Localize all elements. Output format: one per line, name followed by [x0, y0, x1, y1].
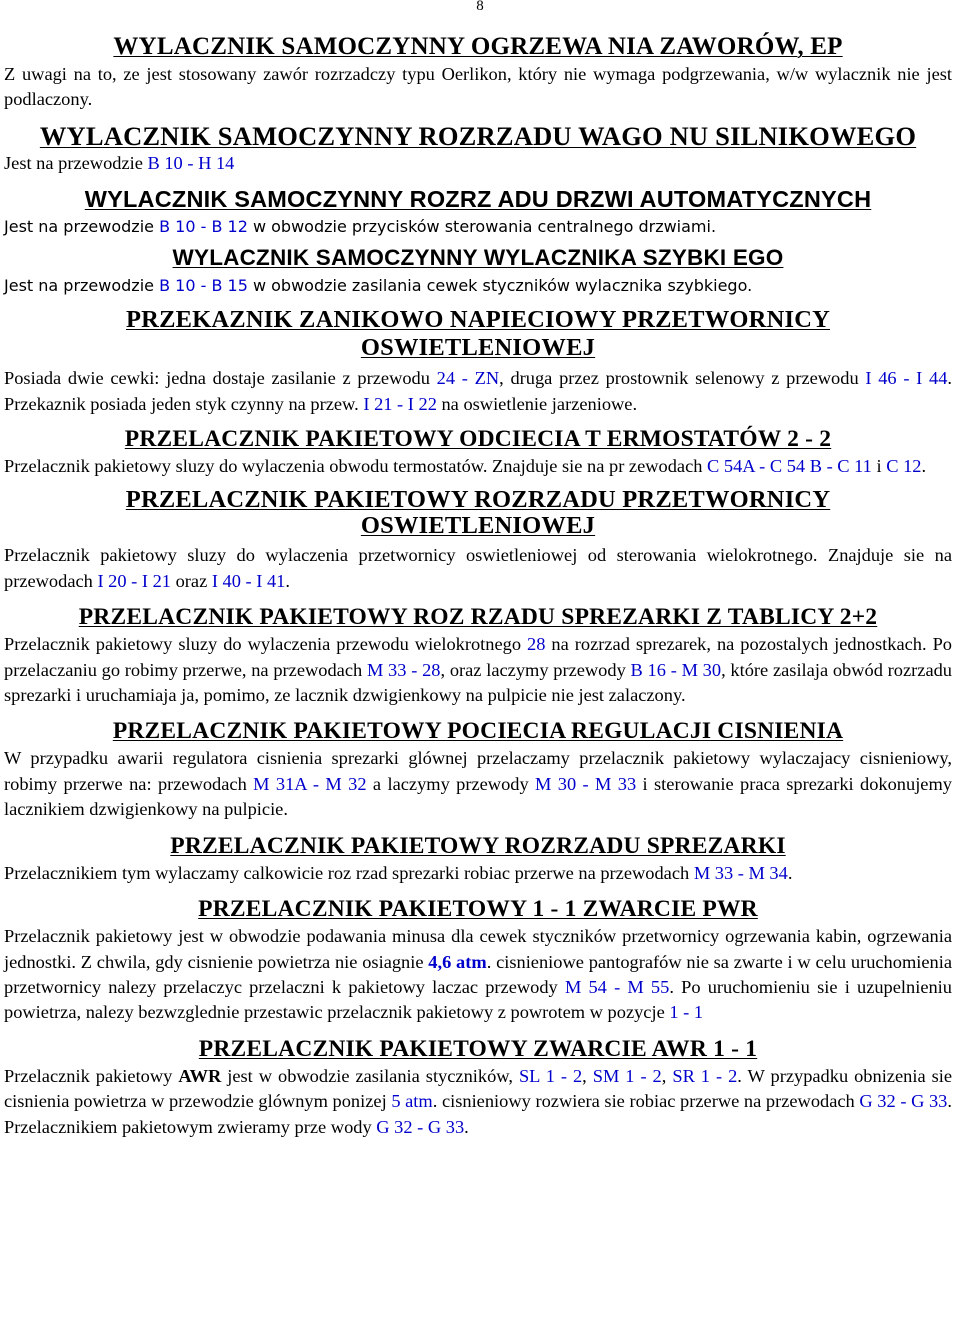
section-heading [4, 487, 952, 539]
wire-ref: G 32 - G 33 [859, 1091, 948, 1112]
section-heading: PRZELACZNIK PAKIETOWY ODCIECIA T ERMOSTATÓW 2 - 2 [124, 426, 832, 453]
wire-ref: 24 - ZN [436, 368, 500, 389]
section-heading: WYLACZNIK SAMOCZYNNY ROZRZADU WAGO NU SILNIKOWEGO [39, 120, 917, 151]
section-heading: PRZELACZNIK PAKIETOWY ROZRZADU SPREZARKI [170, 832, 786, 859]
section-sprezarki-z-tablicy [4, 602, 952, 708]
section-heading: PRZELACZNIK PAKIETOWY 1 - 1 ZWARCIE PWR [198, 896, 758, 923]
wire-ref: B 10 - B 12 [159, 217, 248, 237]
section-text: Przelacznik pakietowy jest w obwodzie podawania minusa dla cewek styczników przetwornicy ogrzewania kabin, ogrzewania jednostki. Z chwila, gdy cisnienie powietrza nie osiagnie 4,6 atm. cisnieniowe pantografów nie sa zwarte i w celu uruchomienia przetwornicy nalezy przelaczyc przelaczni k pakietowy laczac przewody M 54 - M 55. Po uruchomieniu sie i uzupelnieniu powietrza, nalezy bezwzglednie przestawic przelacznik pakietowy z powrotem w pozycje 1 - 1 [4, 926, 952, 1023]
wire-ref: SL 1 - 2 [518, 1065, 583, 1086]
section-text: Przelacznik pakietowy sluzy do wylaczenia przetwornicy oswietleniowej od sterowania wielokrotnego. Znajduje sie na przewodach I 20 - I 21 oraz I 40 - I 41. [4, 545, 952, 591]
wire-ref: I 40 - I 41 [211, 570, 286, 591]
section-rozrzadu-przetwornicy [4, 487, 952, 594]
section-heading: PRZELACZNIK PAKIETOWY ZWARCIE AWR 1 - 1 [198, 1035, 758, 1062]
wire-ref: M 33 - M 34 [693, 862, 788, 883]
heading-line: PRZELACZNIK PAKIETOWY ROZRZADU PRZETWORNICY [125, 486, 831, 514]
wire-ref: C 12 [886, 456, 922, 477]
section-drzwi-automatycznych [4, 184, 952, 239]
section-text: Jest na przewodzie B 10 - H 14 [4, 152, 235, 173]
section-rozrzadu-wagonu [4, 121, 952, 176]
wire-ref: SR 1 - 2 [672, 1065, 738, 1086]
wire-ref: B 10 - B 15 [159, 276, 248, 296]
heading-line: OSWIETLENIOWEJ [360, 512, 596, 540]
switch-name: AWR [178, 1065, 222, 1086]
wire-ref: M 54 - M 55 [564, 976, 670, 997]
section-text: Jest na przewodzie B 10 - B 12 w obwodzie przycisków sterowania centralnego drzwiami. [4, 217, 717, 237]
section-zwarcie-awr [4, 1034, 952, 1140]
wire-ref: I 21 - I 22 [363, 393, 437, 414]
section-heading: WYLACZNIK SAMOCZYNNY ROZRZ ADU DRZWI AUTOMATYCZNYCH [84, 186, 872, 213]
wire-ref: 28 [527, 634, 546, 655]
wire-ref: I 46 - I 44 [865, 368, 948, 389]
wire-ref: M 31A - M 32 [253, 773, 367, 794]
document-page [4, 32, 952, 1140]
section-rozrzadu-sprezarki [4, 831, 952, 886]
section-text: Jest na przewodzie B 10 - B 15 w obwodzie zasilania cewek styczników wylacznika szybkiego. [4, 276, 753, 296]
heading-line: OSWIETLENIOWEJ [360, 334, 596, 362]
wire-ref: 5 atm [391, 1091, 433, 1112]
section-text: Posiada dwie cewki: jedna dostaje zasilanie z przewodu 24 - ZN, druga przez prostownik selenowy z przewodu I 46 - I 44. Przekaznik posiada jeden styk czynny na przew. I 21 - I 22 na oswietlenie jarzeniowe. [4, 368, 953, 414]
section-heading: PRZELACZNIK PAKIETOWY POCIECIA REGULACJI CISNIENIA [112, 718, 844, 745]
section-text: Z uwagi na to, ze jest stosowany zawór rozrzadczy typu Oerlikon, który nie wymaga podgrzewania, w/w wylacznik nie jest podlaczony. [4, 64, 952, 110]
section-przekaznik-zanikowo [4, 306, 952, 417]
heading-line: PRZEKAZNIK ZANIKOWO NAPIECIOWY PRZETWORNICY [126, 306, 830, 334]
wire-ref: B 10 - H 14 [147, 152, 235, 173]
wire-ref: I 20 - I 21 [97, 570, 171, 591]
section-heading [4, 306, 952, 362]
section-text: Przelacznik pakietowy sluzy do wylaczenia obwodu termostatów. Znajduje sie na pr zewodach C 54A - C 54 B - C 11 i C 12. [4, 456, 927, 477]
wire-ref: M 33 - 28 [366, 659, 441, 680]
wire-ref: SM 1 - 2 [592, 1065, 662, 1086]
section-text: Przelacznik pakietowy AWR jest w obwodzie zasilania styczników, SL 1 - 2, SM 1 - 2, SR 1 - 2. W przypadku obnizenia sie cisnienia powietrza w przewodzie glównym ponizej 5 atm. cisnieniowy rozwiera sie robiac przerwe na przewodach G 32 - G 33. Przelacznikiem pakietowym zwieramy prze wody G 32 - G 33. [4, 1065, 953, 1137]
section-odciecia-termostatow [4, 425, 952, 479]
wire-ref: M 30 - M 33 [535, 773, 637, 794]
section-zwarcie-pwr [4, 894, 952, 1026]
section-regulacji-cisnienia [4, 716, 952, 822]
wire-ref: 4,6 atm [428, 951, 487, 972]
section-ogrzewania-zaworow [4, 32, 952, 113]
section-text: Przelacznik pakietowy sluzy do wylaczenia przewodu wielokrotnego 28 na rozrzad sprezarek, na pozostalych jednostkach. Po przelaczaniu go robimy przerwe, na przewodach M 33 - 28, oraz laczymy przewody B 16 - M 30, które zasilaja obwód rozrzadu sprezarki i uruchamiaja ja, pomimo, ze lacznik dzwigienkowy na pulpicie nie jest zalaczony. [4, 634, 952, 706]
section-heading: PRZELACZNIK PAKIETOWY ROZ RZADU SPREZARKI Z TABLICY 2+2 [78, 604, 878, 631]
section-heading: WYLACZNIK SAMOCZYNNY WYLACZNIKA SZYBKI EGO [172, 245, 784, 271]
page-number: 8 [476, 0, 484, 14]
wire-ref: C 54A - C 54 B - C 11 [707, 456, 872, 477]
section-text: Przelacznikiem tym wylaczamy calkowicie roz rzad sprezarki robiac przerwe na przewodach M 33 - M 34. [4, 862, 793, 883]
wire-ref: G 32 - G 33 [376, 1116, 465, 1137]
section-wylacznika-szybkiego [4, 243, 952, 298]
section-text: W przypadku awarii regulatora cisnienia sprezarki glównej przelaczamy przelacznik pakietowy wylaczajacy cisnieniowy, robimy przerwe na: przewodach M 31A - M 32 a laczymy przewody M 30 - M 33 i sterowanie praca sprezarki dokonujemy lacznikiem dzwigienkowy na pulpicie. [4, 748, 952, 820]
wire-ref: B 16 - M 30 [630, 659, 722, 680]
wire-ref: 1 - 1 [669, 1002, 704, 1023]
section-heading: WYLACZNIK SAMOCZYNNY OGRZEWA NIA ZAWORÓW, EP [113, 33, 843, 60]
